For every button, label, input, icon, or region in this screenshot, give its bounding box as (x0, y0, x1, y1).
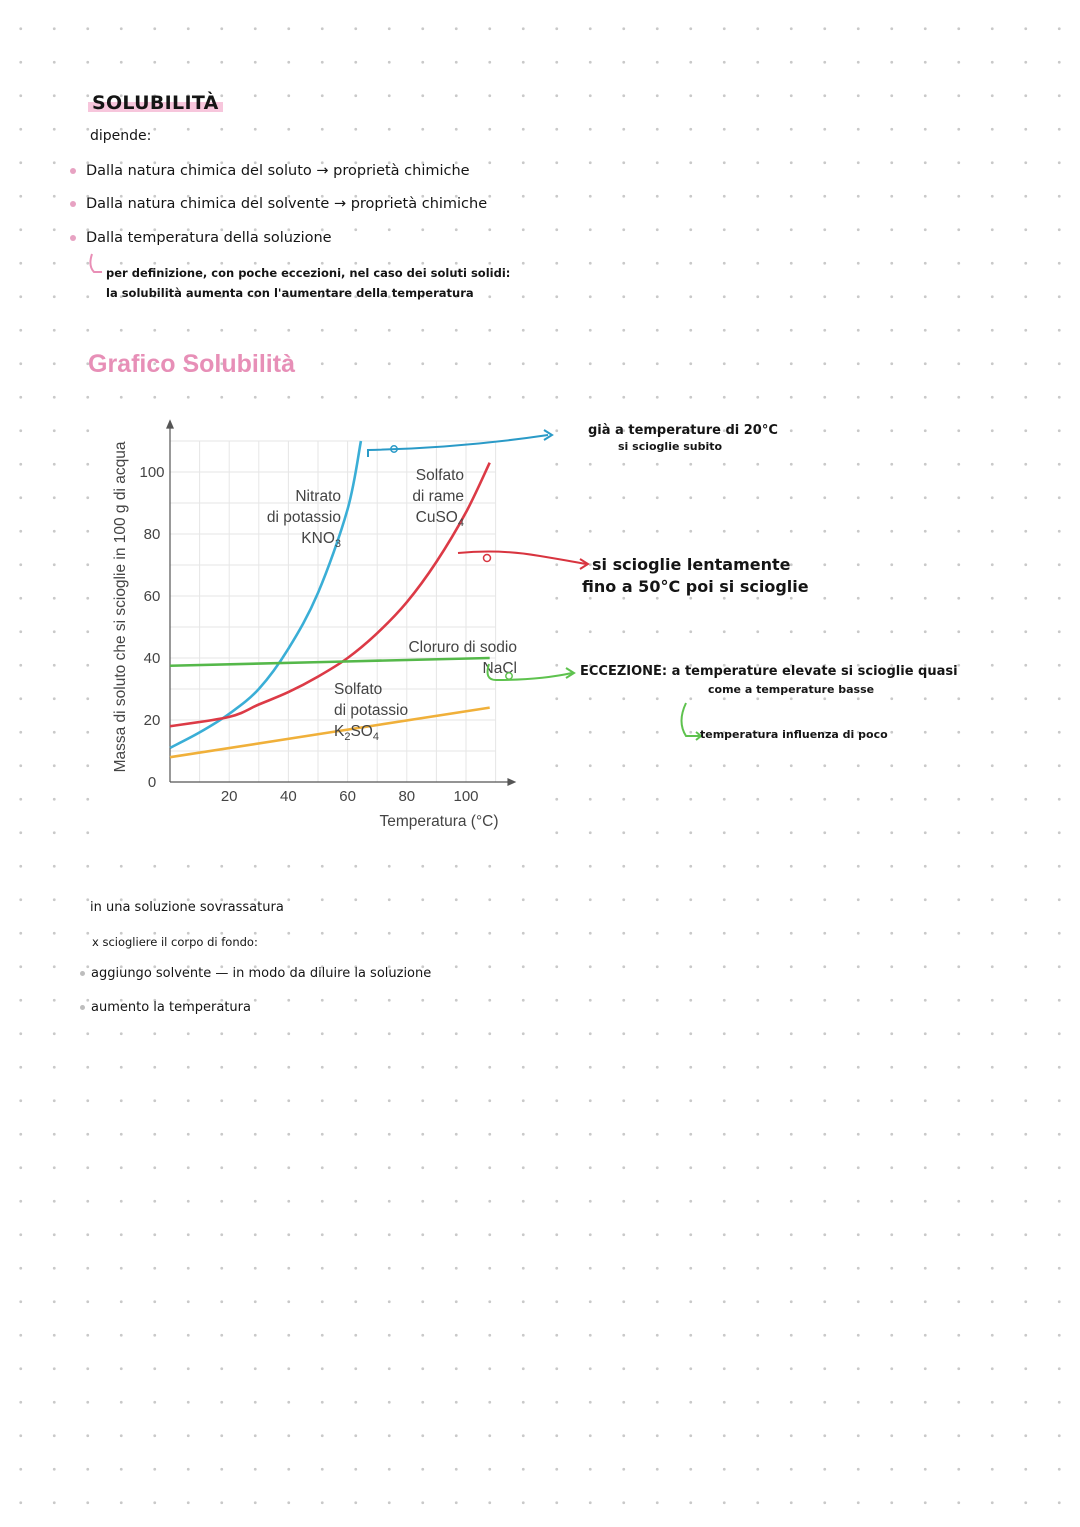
bullet-text: Dalla natura chimica del solvente → proprietà chimiche (86, 196, 488, 212)
subtitle: dipende: (90, 128, 152, 144)
annotation-kno3-line-1: già a temperature di 20°C (588, 423, 778, 438)
label-cuso4 (416, 509, 464, 529)
annotation-cuso4-line-1: si scioglie lentamente (592, 555, 791, 574)
formula-part: 2 (344, 731, 351, 743)
formula-part: 3 (334, 538, 341, 550)
bullet-dot-icon (80, 971, 85, 976)
bottom-list-item (80, 966, 431, 981)
bottom-list-text: aumento la temperatura (91, 1000, 251, 1015)
y-tick-label: 40 (143, 650, 161, 667)
label-k2so4 (334, 723, 379, 743)
annotation-nacl-line-1: ECCEZIONE: a temperature elevate si scioglie quasi (580, 664, 958, 679)
label-cuso4: Solfato (415, 467, 464, 484)
y-axis-title: Massa di soluto che si scioglie in 100 g di acqua (112, 441, 129, 773)
formula-part: 4 (457, 517, 464, 529)
y-tick-label: 60 (143, 588, 161, 605)
x-tick-label: 60 (339, 788, 356, 805)
annotation-kno3-line-2: si scioglie subito (618, 440, 723, 453)
x-tick-label: 40 (280, 788, 297, 805)
y-tick-label: 80 (143, 526, 161, 543)
y-tick-label: 100 (139, 464, 165, 481)
label-k2so4: Solfato (334, 681, 383, 698)
point-cuso4-icon (484, 555, 491, 562)
x-tick-label: 20 (220, 788, 238, 805)
label-kno3 (301, 530, 341, 550)
formula-part: KNO (301, 530, 335, 547)
y-axis-arrow (166, 419, 174, 428)
page-title: SOLUBILITÀ (88, 92, 223, 114)
formula-part: 4 (372, 731, 379, 743)
curve-k2so4 (170, 708, 490, 758)
bottom-line-1: in una soluzione sovrassatura (90, 900, 284, 915)
x-axis-title: Temperatura (°C) (379, 813, 499, 830)
note-line-1: per definizione, con poche eccezioni, nel caso dei soluti solidi: (106, 266, 511, 280)
y-tick-label: 0 (147, 774, 157, 791)
bullet-dot-icon (80, 1005, 85, 1010)
label-nacl: NaCl (482, 660, 517, 677)
bottom-list-text: aggiungo solvente — in modo da diluire la soluzione (91, 966, 432, 981)
formula-part: CuSO (415, 509, 458, 526)
x-axis-arrow (507, 778, 516, 786)
x-tick-label: 100 (453, 788, 479, 805)
label-cuso4: di rame (412, 488, 464, 505)
chart-heading: Grafico Solubilità (88, 350, 295, 378)
curve-nacl (170, 658, 490, 666)
formula-part: K (334, 723, 345, 740)
note-line-2: la solubilità aumenta con l'aumentare della temperatura (106, 286, 474, 300)
chart-labels (112, 441, 517, 830)
bullet-text: Dalla temperatura della soluzione (86, 230, 332, 246)
annotation-nacl-line-3: temperatura influenza di poco (700, 728, 888, 741)
y-tick-label: 20 (143, 712, 161, 729)
connector-cuso4 (458, 552, 586, 564)
x-tick-label: 80 (398, 788, 416, 805)
label-kno3: di potassio (266, 509, 341, 526)
label-nacl: Cloruro di sodio (408, 639, 517, 656)
annotation-cuso4-line-2: fino a 50°C poi si scioglie (582, 577, 809, 596)
formula-part: SO (350, 723, 373, 740)
bottom-list-item (80, 1000, 251, 1015)
bullet-text: Dalla natura chimica del soluto → proprietà chimiche (86, 163, 470, 179)
label-k2so4: di potassio (334, 702, 409, 719)
label-kno3: Nitrato (295, 488, 341, 505)
bottom-line-2: x sciogliere il corpo di fondo: (92, 935, 258, 949)
annotation-nacl-line-2: come a temperature basse (708, 683, 875, 696)
